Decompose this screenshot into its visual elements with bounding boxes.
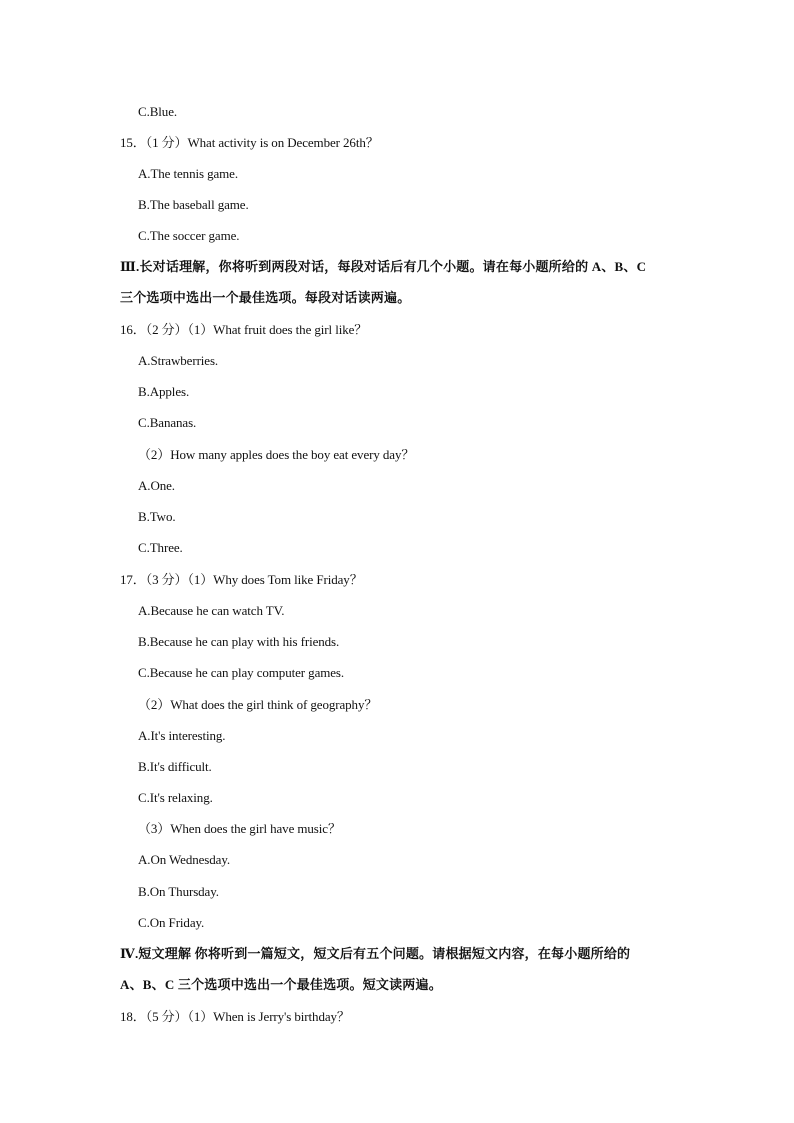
option-a: A.Strawberries.	[138, 353, 219, 368]
section-4-heading-cont: A、B、C 三个选项中选出一个最佳选项。短文读两遍。	[120, 977, 442, 992]
option-c: C.Because he can play computer games.	[138, 665, 345, 680]
question-17-2: （2）What does the girl think of geography？	[138, 697, 378, 712]
section-4-heading: Ⅳ.短文理解 你将听到一篇短文，短文后有五个问题。请根据短文内容，在每小题所给的	[120, 946, 631, 961]
option-a: A.It's interesting.	[138, 728, 226, 743]
question-17-3: （3）When does the girl have music？	[138, 821, 341, 836]
question-17: 17．（3 分）（1）Why does Tom like Friday？	[120, 572, 363, 587]
option-a: A.On Wednesday.	[138, 852, 231, 867]
option-a: A.The tennis game.	[138, 166, 239, 181]
option-c-blue: C.Blue.	[138, 104, 178, 119]
option-b: B.It's difficult.	[138, 759, 212, 774]
option-b: B.Because he can play with his friends.	[138, 634, 340, 649]
option-c: C.Three.	[138, 540, 183, 555]
section-3-heading-cont: 三个选项中选出一个最佳选项。每段对话读两遍。	[120, 290, 411, 305]
option-c: C.It's relaxing.	[138, 790, 213, 805]
question-18: 18．（5 分）（1）When is Jerry's birthday？	[120, 1009, 350, 1024]
option-c: C.On Friday.	[138, 915, 205, 930]
question-16: 16．（2 分）（1）What fruit does the girl like？	[120, 322, 368, 337]
option-a: A.One.	[138, 478, 175, 493]
option-b: B.On Thursday.	[138, 884, 219, 899]
question-16-2: （2）How many apples does the boy eat every day？	[138, 447, 415, 462]
option-b: B.Two.	[138, 509, 176, 524]
option-b: B.Apples.	[138, 384, 190, 399]
option-c: C.The soccer game.	[138, 228, 240, 243]
question-15: 15．（1 分）What activity is on December 26th？	[120, 135, 379, 150]
option-b: B.The baseball game.	[138, 197, 249, 212]
option-a: A.Because he can watch TV.	[138, 603, 285, 618]
option-c: C.Bananas.	[138, 415, 197, 430]
section-3-heading: Ⅲ.长对话理解，你将听到两段对话，每段对话后有几个小题。请在每小题所给的 A、B、C	[120, 259, 647, 274]
